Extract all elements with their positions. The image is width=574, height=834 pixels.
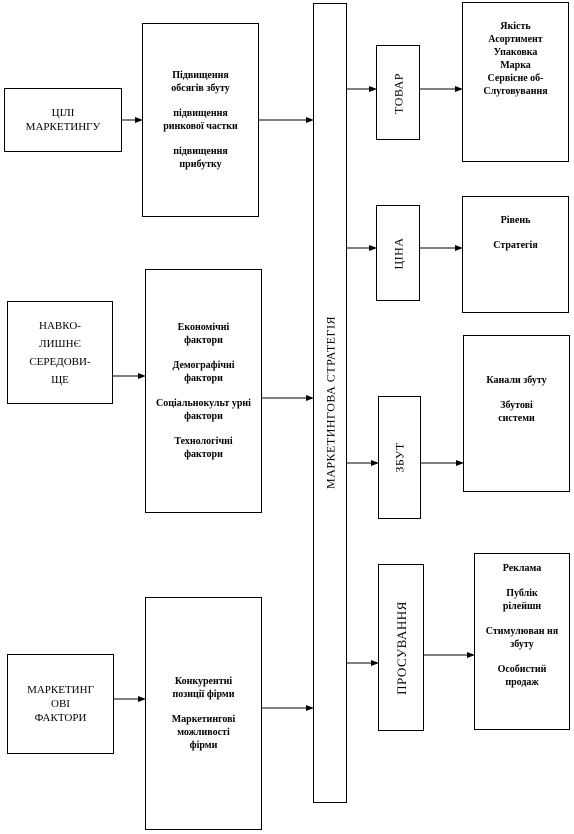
- distribution-detail-box: [463, 335, 570, 492]
- product-box: [376, 45, 420, 140]
- product-detail-box: [462, 2, 569, 162]
- product-detail-6: Слуговування: [483, 86, 548, 97]
- price-detail-1: Рівень: [500, 215, 531, 226]
- goals-detail-2: підвищення ринкової частки: [163, 108, 238, 132]
- distribution-box: [378, 396, 421, 519]
- environment-detail-box: [145, 269, 262, 513]
- price-detail-box: [462, 196, 569, 313]
- distribution-detail-1: Канали збуту: [486, 375, 547, 386]
- price-box: [376, 205, 420, 301]
- factors-detail-box: [145, 597, 262, 830]
- promotion-box: [378, 564, 424, 731]
- marketing-factors-label: МАРКЕТИНГ ОВІ ФАКТОРИ: [27, 684, 94, 724]
- promotion-detail-box: [474, 553, 570, 730]
- goals-detail-3: підвищення прибутку: [173, 146, 228, 170]
- environment-box: [7, 301, 113, 404]
- promotion-detail-3: Стимулюван ня збуту: [485, 626, 559, 650]
- goals-label: ЦІЛІ МАРКЕТИНГУ: [25, 107, 101, 133]
- goals-detail-1: Підвищення обсягів збуту: [171, 70, 230, 94]
- distribution-detail-2: Збутові системи: [498, 400, 535, 424]
- factors-detail-2: Маркетингові можливості фірми: [171, 714, 236, 751]
- environment-detail-2: Демографічні фактори: [172, 360, 235, 384]
- goals-box: [4, 88, 122, 152]
- goals-detail-box: [142, 23, 259, 217]
- product-label: ТОВАР: [391, 73, 406, 114]
- promotion-label: ПРОСУВАННЯ: [394, 601, 409, 695]
- factors-detail-1: Конкурентні позиції фірми: [172, 676, 235, 700]
- promotion-detail-2: Публік рілейшн: [502, 588, 542, 612]
- product-detail-3: Упаковка: [493, 47, 538, 58]
- product-detail-4: Марка: [500, 60, 531, 71]
- promotion-detail-4: Особистий продаж: [497, 664, 547, 688]
- environment-label: НАВКО-ЛИШНЄ СЕРЕДОВИ-ЩЕ: [29, 319, 91, 386]
- product-detail-1: Якість: [500, 21, 531, 32]
- product-detail-5: Сервісне об-: [487, 73, 544, 84]
- strategy-box: [313, 3, 347, 803]
- price-label: ЦІНА: [391, 237, 406, 270]
- strategy-label: МАРКЕТИНГОВА СТРАТЕГІЯ: [323, 316, 338, 489]
- product-detail-2: Асортимент: [488, 34, 543, 45]
- marketing-factors-box: [7, 654, 114, 754]
- distribution-label: ЗБУТ: [392, 442, 407, 473]
- price-detail-2: Стратегія: [493, 240, 538, 251]
- environment-detail-4: Технологічні фактори: [174, 436, 233, 460]
- promotion-detail-1: Реклама: [502, 563, 542, 574]
- environment-detail-1: Економічні фактори: [177, 322, 230, 346]
- environment-detail-3: Соціальнокульт урні фактори: [156, 398, 251, 422]
